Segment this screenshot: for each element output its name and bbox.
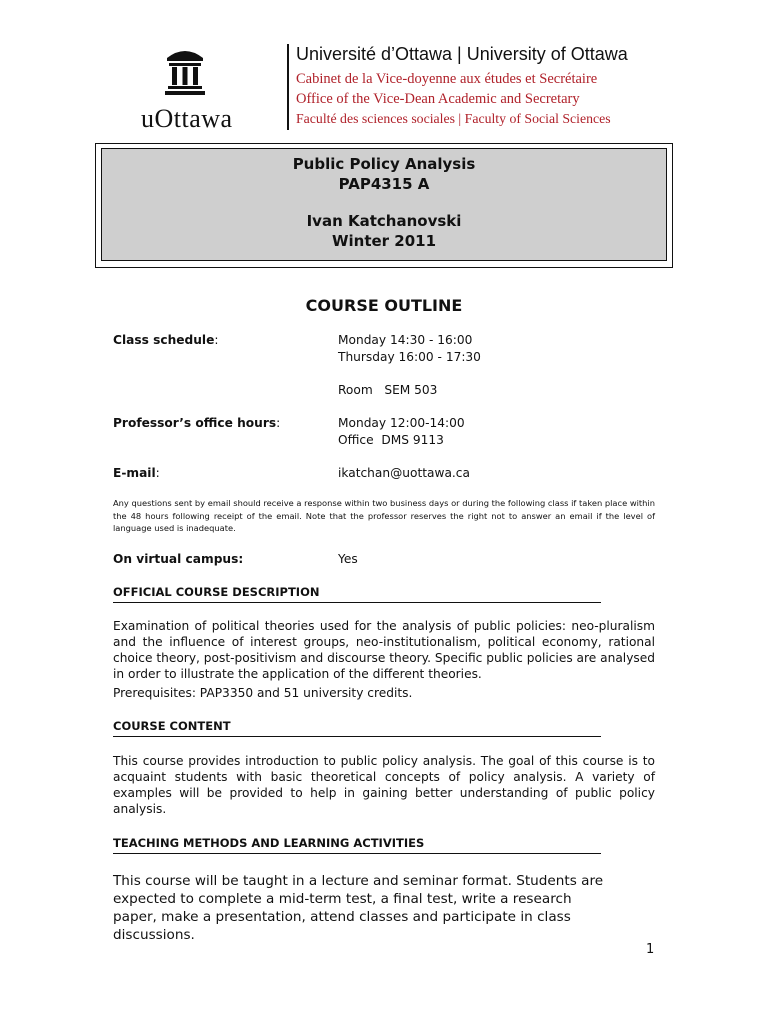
description-heading: OFFICIAL COURSE DESCRIPTION: [113, 585, 601, 603]
instructor-name: Ivan Katchanovski: [306, 212, 462, 230]
header-divider: [287, 44, 289, 130]
uottawa-logo-text: uOttawa: [141, 104, 233, 133]
office-hours-line-2: Office DMS 9113: [338, 433, 444, 447]
virtual-campus-label: On virtual campus:: [113, 552, 244, 566]
teaching-heading: TEACHING METHODS AND LEARNING ACTIVITIES: [113, 836, 601, 854]
university-building-logo-icon: [163, 46, 207, 96]
virtual-campus-value: Yes: [338, 552, 358, 566]
room: Room SEM 503: [338, 383, 438, 397]
office-name-en: Office of the Vice-Dean Academic and Secretary: [296, 91, 580, 107]
course-code: PAP4315 A: [338, 175, 430, 193]
office-hours-line-1: Monday 12:00-14:00: [338, 416, 465, 430]
content-text: This course provides introduction to public policy analysis. The goal of this course is to acquaint students with basic theoretical concepts of policy analysis. A variety of examples will be provided to help in gaining better understanding of public policy analysis.: [113, 754, 655, 816]
office-name-fr: Cabinet de la Vice-doyenne aux études et Secrétaire: [296, 71, 598, 87]
office-hours-label: Professor’s office hours:: [113, 416, 281, 430]
term: Winter 2011: [331, 232, 437, 250]
schedule-line-2: Thursday 16:00 - 17:30: [338, 350, 481, 364]
email-label: E-mail:: [113, 466, 160, 480]
course-name: Public Policy Analysis: [292, 155, 476, 173]
email-link[interactable]: ikatchan@uottawa.ca: [338, 466, 470, 480]
description-text: Examination of political theories used for the analysis of public policies: neo-pluralism and the influence of interest groups, neo-institutionalism, political economy, rational choice theory, post-positivism and discourse theory. Specific public policies are analysed in order to illustrate the application of the different theories.: [113, 619, 655, 681]
content-heading: COURSE CONTENT: [113, 719, 601, 737]
teaching-text: This course will be taught in a lecture and seminar format. Students are expected to complete a mid-term test, a final test, write a research paper, make a presentation, attend classes and participate in class discussions.: [113, 873, 604, 943]
university-name: Université d’Ottawa | University of Ottawa: [296, 44, 628, 64]
course-outline-heading: COURSE OUTLINE: [305, 296, 463, 315]
schedule-line-1: Monday 14:30 - 16:00: [338, 333, 473, 347]
schedule-label: Class schedule:: [113, 333, 219, 347]
faculty-name: Faculté des sciences sociales | Faculty of Social Sciences: [296, 111, 611, 126]
page-number: 1: [646, 942, 655, 957]
email-note: Any questions sent by email should receive a response within two business days or during the following class if taken place within the 48 hours following receipt of the email. Note that the professor reserves the right not to answer an email if the level of language used is inadequate.: [113, 498, 655, 533]
prerequisites: Prerequisites: PAP3350 and 51 university credits.: [113, 686, 413, 700]
